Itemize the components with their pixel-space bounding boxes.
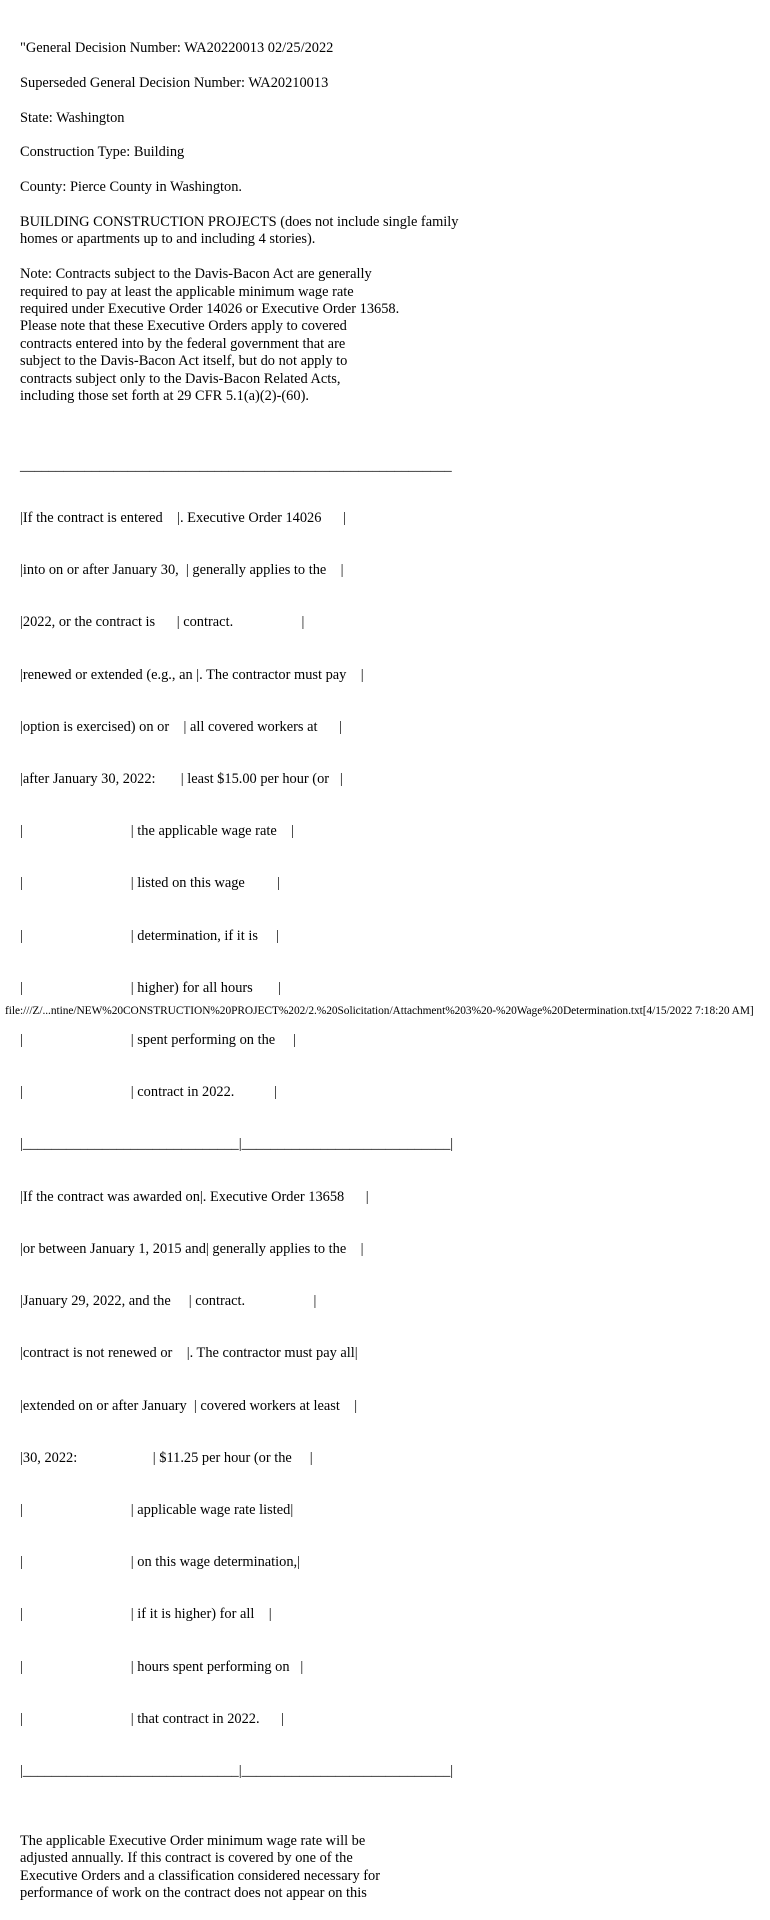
county-line: County: Pierce County in Washington. (20, 179, 243, 196)
table-line: |30, 2022: | $11.25 per hour (or the | (20, 1449, 313, 1466)
table-line: |______________________________|_____________________________| (20, 1763, 454, 1780)
text-line: Executive Orders and a classification considered necessary for (20, 1867, 381, 1884)
table-line: |after January 30, 2022: | least $15.00 per hour (or | (20, 770, 343, 787)
table-line: | | if it is higher) for all | (20, 1606, 272, 1623)
davis-bacon-note (20, 266, 750, 405)
table-line: | | determination, if it is | (20, 927, 279, 944)
table-line: |If the contract is entered |. Executive Order 14026 | (20, 509, 346, 526)
text-line: Note: Contracts subject to the Davis-Bacon Act are generally (20, 266, 372, 283)
closing-paragraph (20, 1833, 750, 1903)
table-line: |or between January 1, 2015 and| generally applies to the | (20, 1240, 364, 1257)
table-line: | | hours spent performing on | (20, 1658, 304, 1675)
text-line: homes or apartments up to and including 4 stories). (20, 231, 316, 248)
text-line: subject to the Davis-Bacon Act itself, but do not apply to (20, 353, 348, 370)
general-decision-number: "General Decision Number: WA20220013 02/25/2022 (20, 40, 334, 56)
table-line: |contract is not renewed or |. The contractor must pay all| (20, 1345, 358, 1362)
table-line: |option is exercised) on or | all covered workers at | (20, 718, 342, 735)
table-line: | | applicable wage rate listed| (20, 1502, 294, 1519)
table-line: |extended on or after January | covered workers at least | (20, 1397, 358, 1414)
document-body (20, 40, 750, 1920)
table-line: |January 29, 2022, and the | contract. | (20, 1293, 317, 1310)
text-line: required to pay at least the applicable minimum wage rate (20, 283, 354, 300)
text-line: including those set forth at 29 CFR 5.1(a)(2)-(60). (20, 388, 309, 405)
text-line: contracts entered into by the federal government that are (20, 335, 346, 352)
table-line: |2022, or the contract is | contract. | (20, 614, 305, 631)
text-line: Please note that these Executive Orders apply to covered (20, 318, 347, 335)
table-line: ____________________________________________________________ (20, 457, 452, 474)
superseded-decision-number: Superseded General Decision Number: WA20210013 (20, 74, 329, 91)
table-line: | | that contract in 2022. | (20, 1710, 285, 1727)
text-line: required under Executive Order 14026 or Executive Order 13658. (20, 301, 400, 317)
text-line: The applicable Executive Order minimum wage rate will be (20, 1832, 366, 1849)
table-line: | | the applicable wage rate | (20, 823, 294, 840)
file-path-footer: file:///Z/...ntine/NEW%20CONSTRUCTION%20PROJECT%202/2.%20Solicitation/Attachment%203%20-%20Wage%20Determination.txt[4/15/2022 7:18:20 AM] (5, 1005, 754, 1017)
construction-type-line: Construction Type: Building (20, 144, 185, 161)
table-line: |renewed or extended (e.g., an |. The contractor must pay | (20, 666, 364, 683)
table-line: | | higher) for all hours | (20, 979, 281, 996)
table-line: |______________________________|_____________________________| (20, 1136, 454, 1153)
text-line: adjusted annually. If this contract is covered by one of the (20, 1850, 353, 1867)
table-line: | | on this wage determination,| (20, 1554, 301, 1571)
table-line: | | listed on this wage | (20, 875, 281, 892)
text-line: BUILDING CONSTRUCTION PROJECTS (does not include single family (20, 213, 459, 230)
table-line: |into on or after January 30, | generally applies to the | (20, 562, 344, 579)
table-line: | | spent performing on the | (20, 1032, 297, 1049)
table-line: |If the contract was awarded on|. Executive Order 13658 | (20, 1188, 369, 1205)
text-line: contracts subject only to the Davis-Bacon Related Acts, (20, 370, 341, 387)
project-scope-paragraph (20, 214, 750, 249)
text-line: performance of work on the contract does not appear on this (20, 1884, 367, 1901)
state-line: State: Washington (20, 109, 125, 126)
executive-order-table (20, 423, 750, 1816)
table-line: | | contract in 2022. | (20, 1084, 277, 1101)
